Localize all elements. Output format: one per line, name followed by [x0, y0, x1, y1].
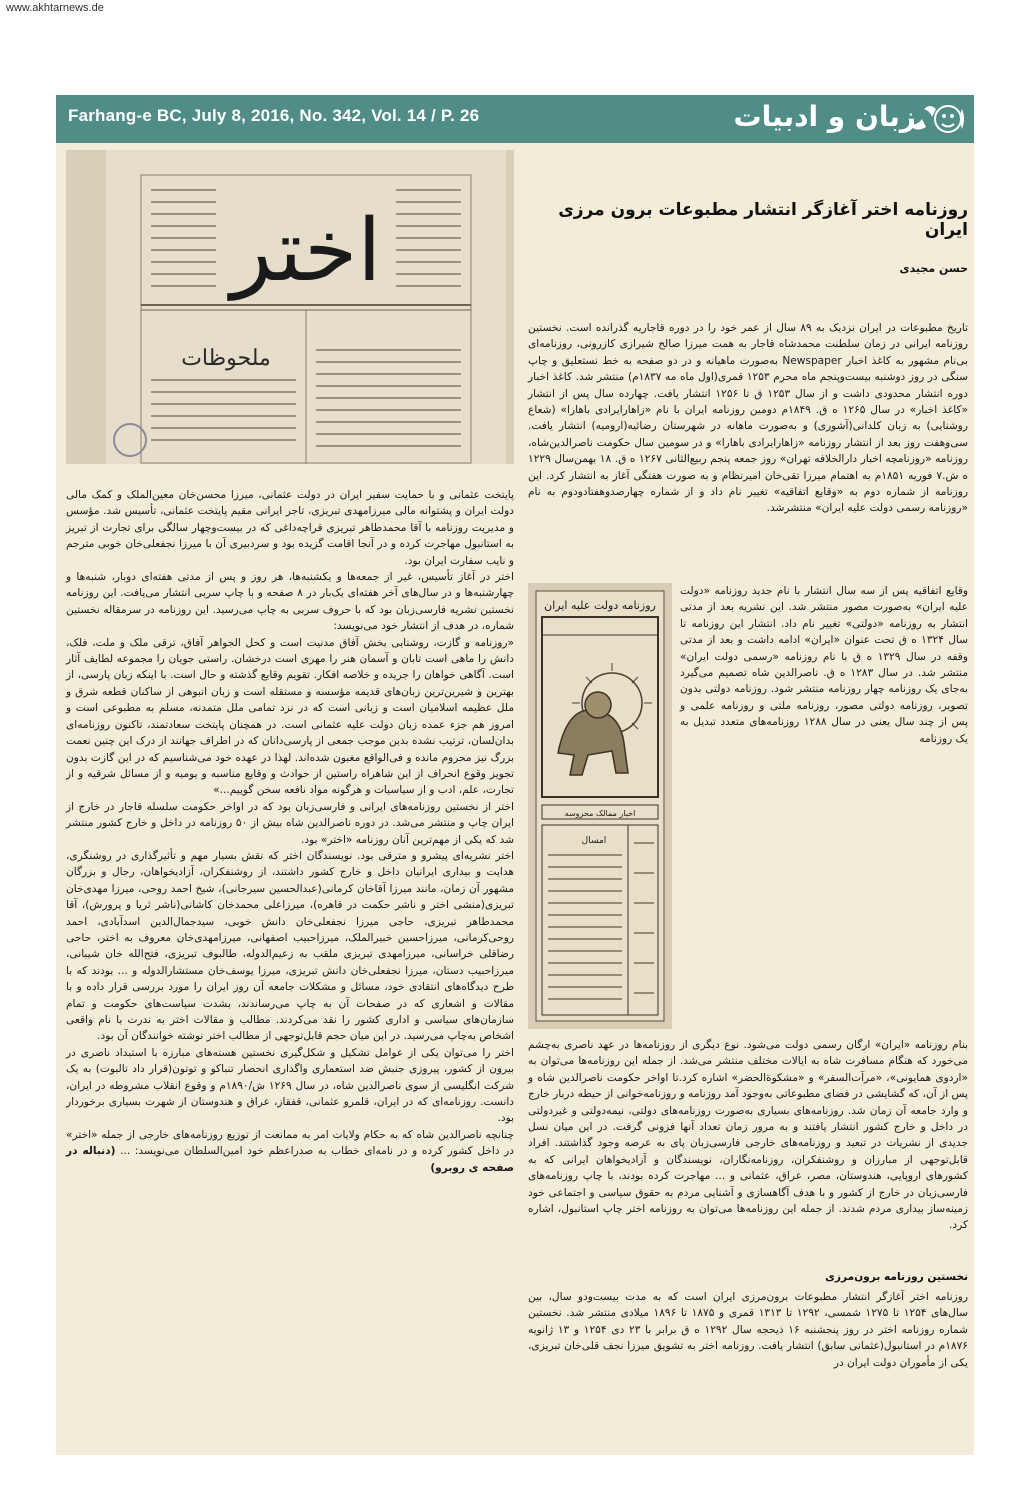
- paragraph-first-akhtar: روزنامه اختر آغازگر انتشار مطبوعات برون‌مرزی ایران است که به مدت بیست‌ودو سال، بین سال‌های ۱۲۵۴ تا ۱۲۷۵ شمسی، ۱۲۹۲ تا ۱۳۱۳ قمری و ۱۸۷۵ تا ۱۸۹۶ میلادی منتشر شد. نخستین شماره روزنامه اختر در روز پنجشنبه ۱۶ ذیحجه سال ۱۲۹۲ ه ق برابر با ۲۳ دی ۱۲۵۴ و ۱۳ ژانویه ۱۸۷۶م در استانبول(عثمانی سابق) انتشار یافت. روزنامه اختر به تشویق میرزا نجف قلی‌خان تبریزی، یکی از مأموران دولت ایران در: [528, 1291, 968, 1369]
- paragraph-influence: اختر را می‌توان یکی از عوامل تشکیل و شکل‌گیری نخستین هسته‌های مبارزه با استبداد ناصری در بیرون از کشور، پیروزی جنبش ضد استعماری واگذاری انحصار تنباکو و توتون(قرار داد تالبوت) به یک شرکت انگلیسی از سوی ناصرالدین شاه، در سال ۱۲۶۹ ش/۱۸۹۰م و وقوع انقلاب مشروطه در ایران، دانست. روزنامه‌ای که در ایران، قلمرو عثمانی، قفقاز، عراق و هندوستان از شهرت بسیاری برخوردار بود.: [66, 1046, 515, 1125]
- iran-line2-text: امسال: [581, 836, 607, 846]
- left-column: [66, 487, 514, 1176]
- akhtar-newspaper-image: [66, 150, 514, 464]
- paragraph-iran-newspaper: بنام روزنامه «ایران» ارگان رسمی دولت می‌شود. نوع دیگری از روزنامه‌ها در عهد ناصری به‌چشم می‌خورد که هنگام مسافرت شاه به ایالات مختلف منتشر می‌شد. از جمله این روزنامه‌ها می‌توان به «اردوی همایونی»، «مرآت‌السفر» و «مشکوة‌الحضر» اشاره کرد.تا اواخر حکومت ناصرالدین شاه و پس از آن، که گشایشی در فضای مطبوعاتی به‌وجود آمد روزنامه و روزنامه‌خوانی از حیطه دربار خارج و وارد جامعه آن زمان شد. روزنامه‌های بسیاری به‌صورت روزنامه‌های دولتی، نیمه‌دولتی و غیردولتی در داخل و خارج کشور انتشار یافتند و به مرور زمان تعداد آنها فزونی گرفت. در این میان نسل جدیدی از نشریات در تبعید و روزنامه‌های خارجی فارسی‌زبان پای به عرصه وجود گذاشتند. افراد قابل‌توجهی از مبارزان و روشنفکران، روزنامه‌نگاران، نویسندگان و آزادیخواهان ایرانی که به کشورهای اروپایی، هندوستان، مصر، عراق، عثمانی و ... مهاجرت کرده بودند، با چاپ روزنامه‌های فارسی‌زبان در خارج از کشور و با هدف آگاهسازی و آشنایی مردم به حقوق سیاسی و اجتماعی خود زمینه‌ساز بیداری مردم شدند. از جمله این روزنامه‌ها می‌توان به روزنامه اختر چاپ استانبول، اشاره کرد.: [528, 1039, 968, 1232]
- site-watermark: www.akhtarnews.de: [6, 2, 104, 14]
- iran-line1-text: اخبار ممالک محروسه: [564, 809, 636, 818]
- author-name: حسن مجیدی: [899, 262, 968, 275]
- akhtar-subtitle-text: ملحوظات: [181, 346, 271, 371]
- section-logo-icon: [866, 99, 966, 139]
- paragraph-editorial-quote: «روزنامه و گازت، روشنایی بخش آفاق مدنیت است و کحل الجواهر آفاق، ترقی ملک و ملت، فلک، دانش را ماهی است تابان و آسمان هنر را مهری است درخشان. راستی جویان را مجموعه لطایف آثار است. آگاهی خواهان را جریده و خلاصه افکار. تقویم وقایع گذشته و حال است. با اینکه زبان پارسی، از بهترین و شیرین‌ترین زبان‌های قدیمه مؤسسه و مستقله است و زبان انبوهی از ساکنان قطعه شرق و ملل عظیمه اسلامیان است و زبانی است که در نزد تمامی ملل متمدنه، مسلم به مطبوعی است و امروز هم جزء عمده زبان دولت علیه عثمانی است. در همچنان پایتخت سعادتمند، تاکنون روزنامه‌ای بدان‌لسان، ترتیب نشده بدین موجب جمعی از پارسی‌دانان که در اطراف جهانند از درک این چنین نعمت بزرگ نیز محروم مانده و فی‌الواقع مغبون شده‌اند. لهذا در عهده خود می‌شناسیم که در این گازت بدون تجویز وقوع انحراف از این شاهراه راستین از حوادث و وقایع مناسبه و یومیه و از مسائل شرقیه و از تجارت، علم، ادب و از سیاسیات و هرگونه مواد نافعه سخن گوییم...»: [66, 636, 514, 797]
- paragraph-vaghaye: وقایع اتفاقیه پس از سه سال انتشار با نام جدید روزنامه «دولت علیه ایران» به‌صورت مصور منتشر شد. این نشریه بعد از مدتی انتشار به روزنامه «دولتی» تغییر نام داد. انتشار این روزنامه تا سال ۱۳۲۴ ه ق تحت عنوان «ایران» ادامه داشت و بعد از مدتی وقفه در سال ۱۳۲۹ ه ق با نام روزنامه «رسمی دولت ایران» منتشر شد. در سال ۱۲۸۳ ه ق. ناصرالدین شاه تصمیم می‌گیرد به‌جای یک روزنامه چهار روزنامه منتشر شود. روزنامه دولتی بدون تصویر، روزنامه دولتی مصور، روزنامه ملتی و روزنامه علمی و پس از چند سال یعنی در سال ۱۲۸۸ روزنامه‌های متعدد تبدیل به یک روزنامه: [680, 585, 969, 745]
- iran-masthead-text: روزنامه دولت علیه ایران: [544, 599, 656, 612]
- akhtar-masthead-text: اختر: [230, 201, 382, 301]
- issue-info: Farhang-e BC, July 8, 2016, No. 342, Vol. 14 / P. 26: [68, 106, 480, 125]
- iran-newspaper-image: [528, 583, 672, 1029]
- section-title: زبان و ادبیات: [733, 100, 916, 133]
- paragraph-writers: اختر نشریه‌ای پیشرو و مترقی بود. نویسندگان اختر که نقش بسیار مهم و تأثیرگذاری در روشنگری، هدایت و بیداری ایرانیان داخل و خارج کشور داشتند، از روشنفکران، آزادیخواهان، رجال و بزرگان مشهور آن زمان، مانند میرزا آقاخان کرمانی(عبدالحسین سیرجانی)، شیخ احمد روحی، میرزا مهدی‌خان تبریزی(منشی اختر و ناشر حکمت در قاهره)، میرزاعلی محمدخان کاشانی(ناشر ثریا و پرورش)، آقا محمدطاهر تبریزی، حاجی میرزا نجفعلی‌خان دانش خوبی، سیدجمال‌الدین اسدآبادی، احمد روحی‌کرمانی، میرزاحسین خبیرالملک، میرزاحبیب اصفهانی، میرزامهدی‌خان معروف به اختر، حاجی رضاقلی خراسانی، میرزامهدی تبریزی ملقب به زعیم‌الدوله، طالبوف تبریزی، فتح‌الله خان شیبانی، میرزاحبیب دستان، میرزا نجفعلی‌خان دانش تبریزی، میرزا یوسف‌خان مستشارالدوله و ... بودند که با طرح دیدگاه‌های انتقادی خود، مسائل و مشکلات جامعه آن روز ایران را مورد بررسی قرار داده و با مقالات و اشعاری که در صفحات آن به چاپ می‌رساندند، بشدت سیاست‌های حکومت و تمام سازمان‌های سیاسی و اداری کشور را نقد می‌کردند. مطالب و مقالات اختر به ندرت با نام واقعی اشخاص به‌چاپ می‌رسید. در این میان حجم قابل‌توجهی از مطالب اختر نوشته خوانندگان آن بود.: [66, 849, 514, 1043]
- article-title: روزنامه اختر آغازگر انتشار مطبوعات برون مرزی ایران: [558, 200, 968, 240]
- paragraph-founding: پایتخت عثمانی و با حمایت سفیر ایران در دولت عثمانی، میرزا محسن‌خان معین‌الملک و کمک مالی دولت ایران و پشتوانه مالی میرزامهدی تبریزی، تاجر ایرانی مقیم پایتخت عثمانی، تأسیس شد. مؤسس و مدیریت روزنامه با آقا محمدطاهر تبریزی قراچه‌داغی که در بیست‌وچهار سالگی برای تجارت از تبریز به استانبول مهاجرت کرده و در آنجا اقامت گزیده بود و سردبیری آن با میرزا نجفعلی‌خان خوبی مترجم و نایب سفارت ایران بود.: [66, 489, 514, 567]
- paragraph-first-newspapers: اختر از نخستین روزنامه‌های ایرانی و فارسی‌زبان بود که در اواخر حکومت سلسله قاجار در خارج از ایران چاپ و منتشر می‌شد. در دوره ناصرالدین شاه بیش از ۵۰ روزنامه در داخل و خارج کشور منتشر شد که یکی از مهم‌ترین آنان روزنامه «اختر» بود.: [66, 800, 515, 846]
- paragraph-intro: تاریخ مطبوعات در ایران نزدیک به ۸۹ سال از عمر خود را در دوره قاجاریه گذرانده است. نخستین روزنامه ایرانی در زمان سلطنت محمدشاه قاجار به همت میرزا صالح شیرازی کازرونی، روزنامه‌ای بی‌نام مشهور به کاغذ اخبار Newspaper به‌صورت ماهیانه و در دو صفحه به خط نستعلیق و چاپ سنگی در روز دوشنبه بیست‌وپنجم ماه محرم ۱۲۵۳ قمری(اول ماه مه ۱۸۳۷م) منتشر شد. کاغذ اخبار دوره انتشار محدودی داشت و از سال ۱۲۵۳ ق تا ۱۲۵۶ انتشار یافت. چهارده سال پس از انتشار «کاغذ اخبار» در سال ۱۲۶۵ ه ق. ۱۸۴۹م دومین روزنامه ایران با نام «زاهارایرادی باهارا» (شعاع روشنایی) به زبان کلدانی(آشوری) و به‌صورت ماهانه در شهرستان رضائیه(ارومیه) انتشار یافت. سی‌وهفت روز بعد از انتشار روزنامه «زاهارایرادی باهارا» و در سومین سال حکومت ناصرالدین‌شاه، روزنامه «روزنامچه اخبار دارالخلافه تهران» روز جمعه پنجم ربیع‌الثانی ۱۲۶۷ ه ق. ۱۸ بهمن‌سال ۱۲۲۹ ه ش.۷ فوریه ۱۸۵۱م به اهتمام میرزا تقی‌خان امیرنظام و به صورت هفتگی آغاز به انتشار کرد. این روزنامه از شماره دوم به «وقایع اتفاقیه» تغییر نام داد و از شماره چهارصدوهفتادودوم به نام «روزنامه رسمی دولت علیه ایران» منتشرشد.: [528, 322, 969, 515]
- paragraph-naser-ban: [66, 1127, 514, 1176]
- paragraph-naser-ban-text: چنانچه ناصرالدین شاه که به حکام ولایات امر به ممانعت از توزیع روزنامه‌های خارجی از جمله «اختر» در داخل کشور کرده و در نامه‌ای خطاب به صدراعظم خود امین‌السلطان می‌نویسد: ...: [66, 1128, 515, 1158]
- section-subheading: نخستین روزنامه برون‌مرزی: [825, 1271, 968, 1283]
- paragraph-publication: اختر در آغاز تأسیس، غیر از جمعه‌ها و یکشنبه‌ها، هر روز و پس از مدتی هفته‌ای دوبار، شنبه‌ها و چهارشنبه‌ها و در سال‌های آخر هفته‌ای یک‌بار در ۸ صفحه و با چاپ سربی انتشار می‌یافت. این روزنامه نخستین نشریه فارسی‌زبان بود که با حروف سربی به چاپ می‌رسید. این روزنامه در سرمقاله نخستین شماره، در هدف از انتشار خود می‌نویسد:: [66, 571, 514, 633]
- continued-notice: (دنباله در صفحه ی روبرو): [66, 1145, 514, 1174]
